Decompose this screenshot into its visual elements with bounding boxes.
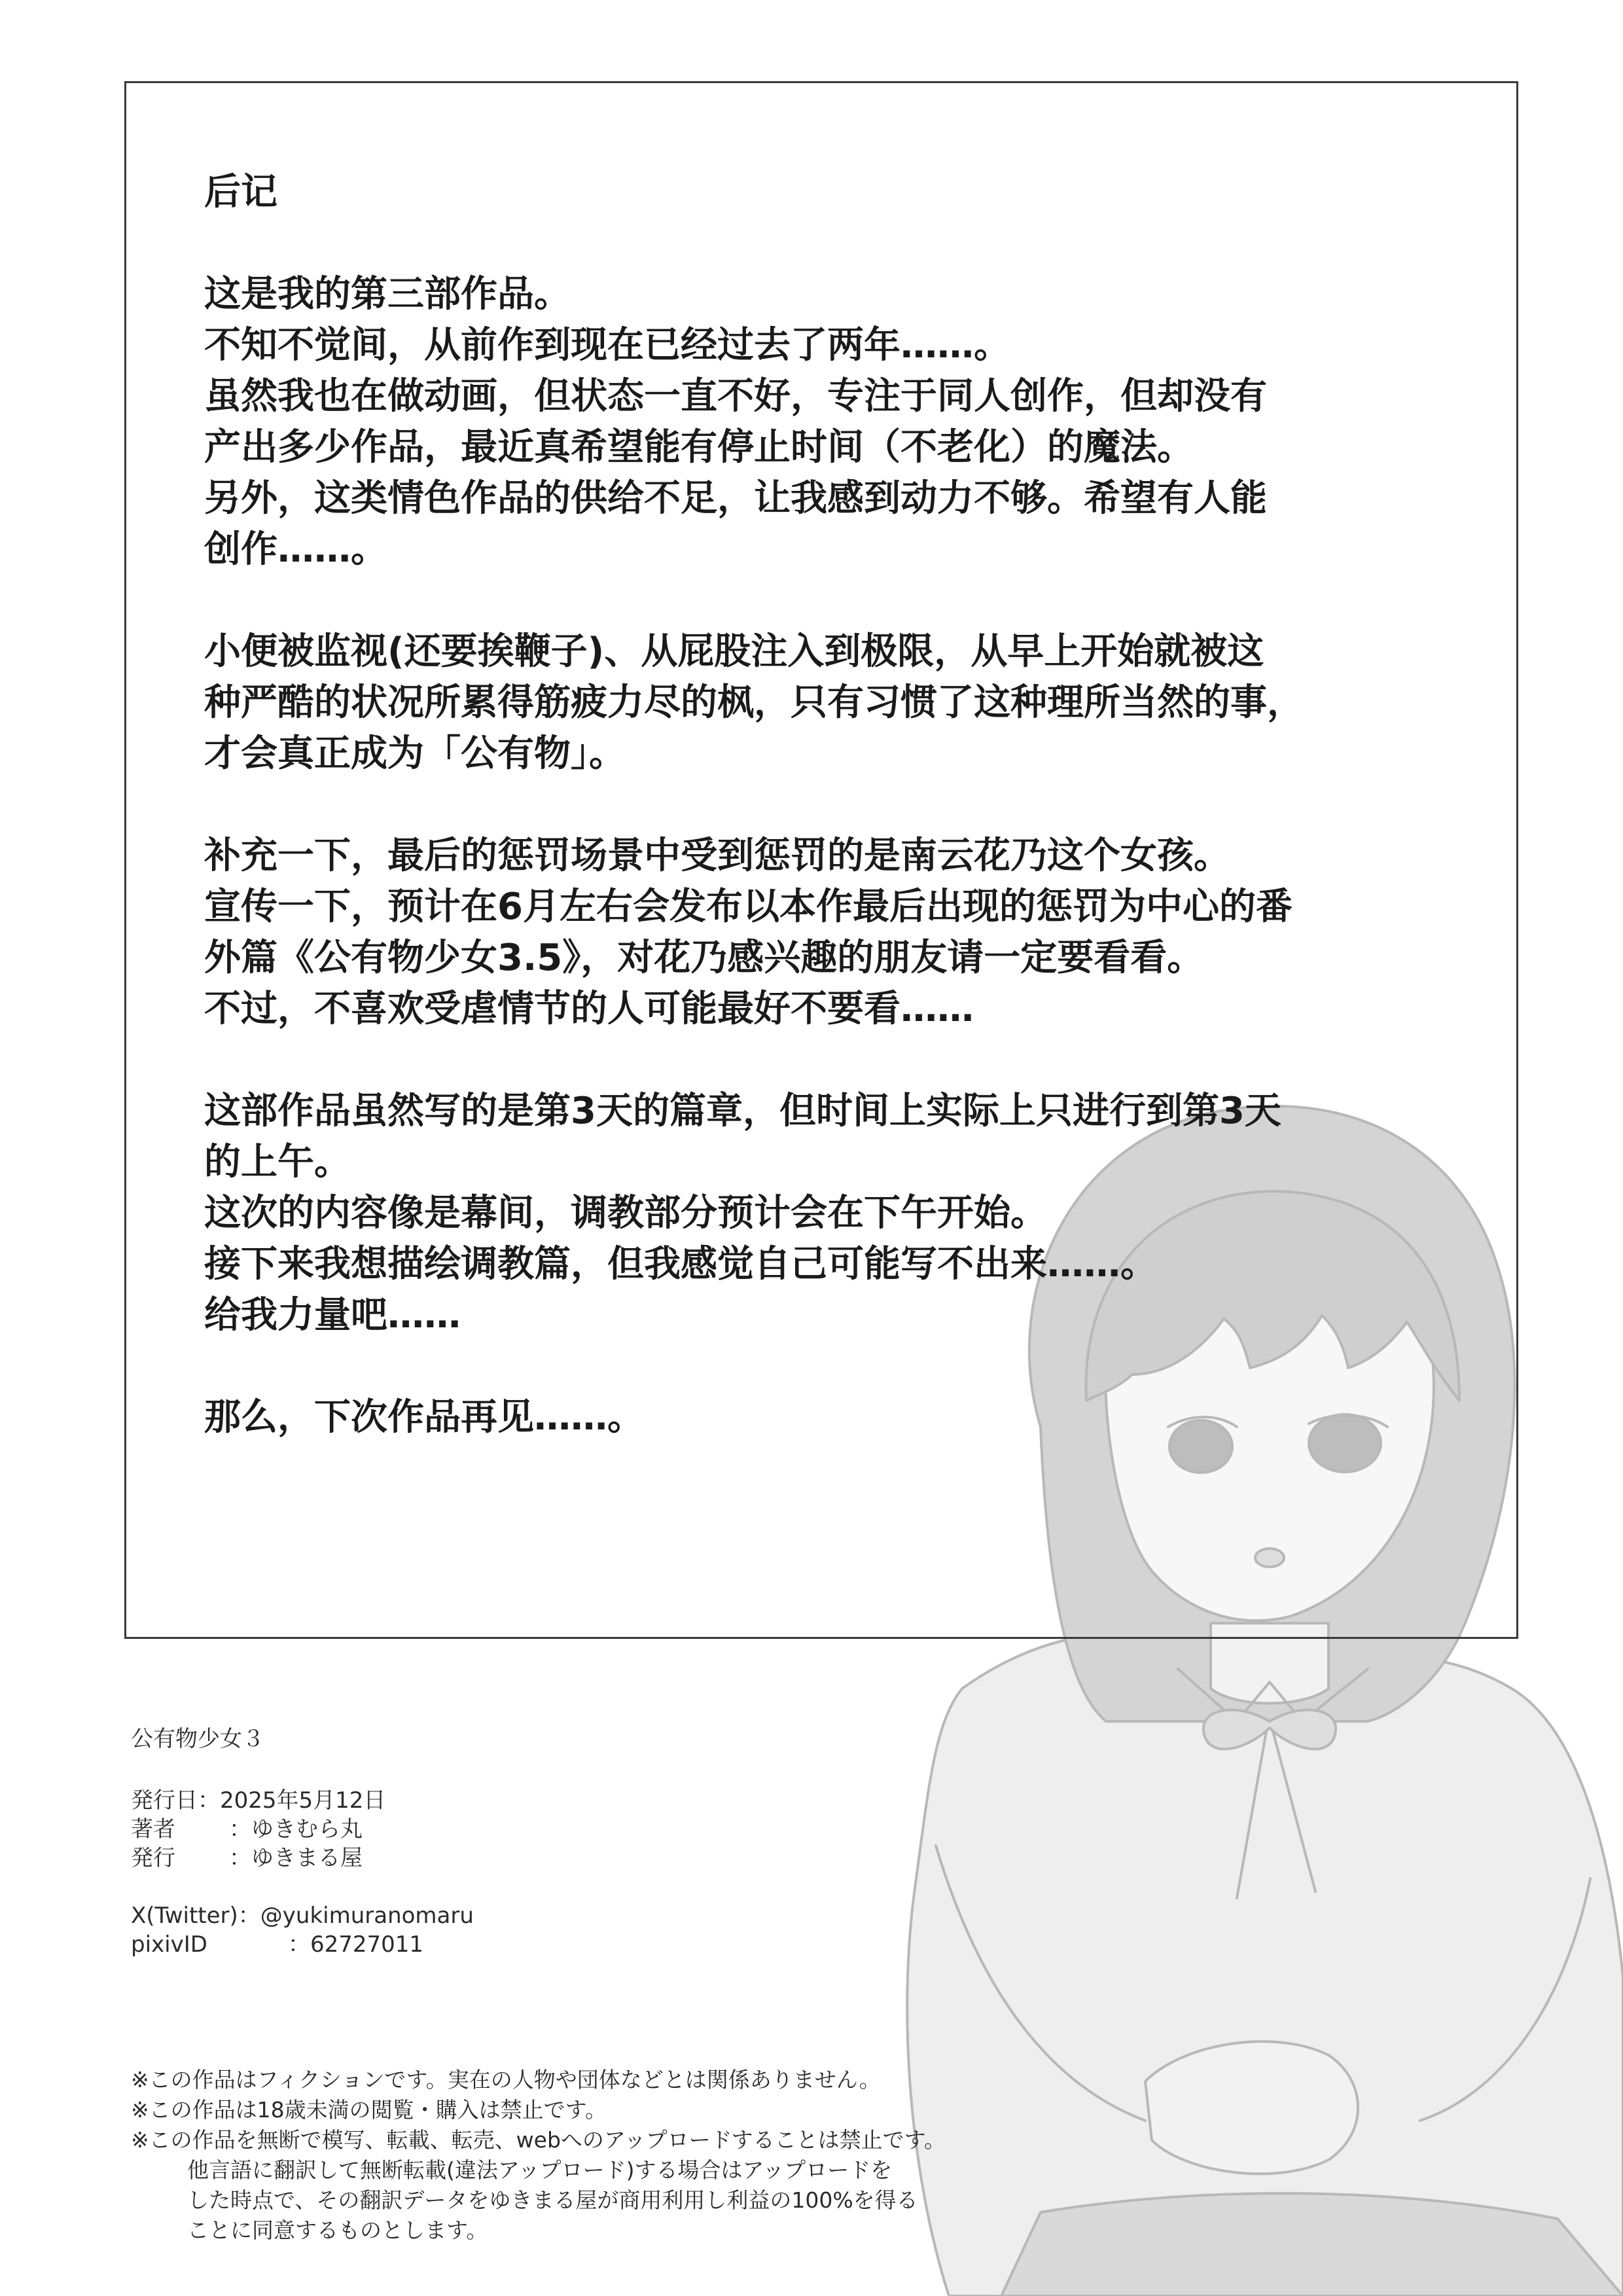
afterword-line: 虽然我也在做动画，但状态一直不好，专注于同人创作，但却没有 — [204, 375, 1267, 418]
afterword-line: 那么，下次作品再见……。 — [204, 1396, 644, 1439]
legal-note-continuation: した時点で、その翻訳データをゆきまる屋が商用利用し利益の100%を得る — [187, 2187, 918, 2213]
afterword-line: 小便被监视(还要挨鞭子)、从屁股注入到极限，从早上开始就被这 — [204, 630, 1264, 673]
author-value: ゆきむら丸 — [251, 1816, 363, 1842]
afterword-paragraph — [204, 626, 1487, 780]
afterword-paragraph — [204, 831, 1487, 1035]
afterword-line: 这是我的第三部作品。 — [204, 273, 571, 315]
afterword-paragraph — [204, 1086, 1487, 1341]
legal-note-continuation: 他言語に翻訳して無断転載(違法アップロード)する場合はアップロードを — [187, 2157, 893, 2183]
issue-date-value: 2025年5月12日 — [220, 1787, 386, 1814]
book-title: 公有物少女３ — [131, 1726, 264, 1752]
afterword-line: 这次的内容像是幕间，调教部分预计会在下午开始。 — [204, 1192, 1047, 1234]
afterword-line: 不知不觉间，从前作到现在已经过去了两年……。 — [204, 324, 1010, 367]
issue-date-label: 発行日 — [131, 1787, 198, 1814]
afterword-line: 宣传一下，预计在6月左右会发布以本作最后出现的惩罚为中心的番 — [204, 886, 1293, 928]
colophon-row-pixiv: pixivID ： 62727011 — [131, 1931, 424, 1958]
afterword-line: 补充一下，最后的惩罚场景中受到惩罚的是南云花乃这个女孩。 — [204, 834, 1230, 877]
legal-note: ※この作品は18歳未満の閲覧・購入は禁止です。 — [131, 2097, 607, 2123]
afterword-line: 另外，这类情色作品的供给不足，让我感到动力不够。希望有人能 — [204, 477, 1267, 520]
afterword-line: 外篇《公有物少女3.5》，对花乃感兴趣的朋友请一定要看看。 — [204, 937, 1204, 979]
legal-notes — [131, 2065, 946, 2246]
afterword-title: 后记 — [204, 171, 277, 213]
afterword-line: 不过，不喜欢受虐情节的人可能最好不要看…… — [204, 988, 974, 1030]
pixiv-label: pixivID — [131, 1931, 207, 1958]
afterword-line: 的上午。 — [204, 1141, 351, 1183]
twitter-label: X(Twitter) — [131, 1903, 238, 1929]
colophon-row-publisher: 発行 ： ゆきまる屋 — [131, 1845, 363, 1871]
legal-note: ※この作品を無断で模写、転載、転売、webへのアップロードすることは禁止です。 — [131, 2127, 946, 2153]
afterword-line: 这部作品虽然写的是第3天的篇章，但时间上实际上只进行到第3天 — [204, 1090, 1281, 1132]
publisher-value: ゆきまる屋 — [251, 1845, 363, 1871]
afterword-line: 创作……。 — [204, 528, 387, 571]
afterword-line: 才会真正成为「公有物」。 — [204, 732, 626, 775]
colophon — [131, 1725, 474, 1959]
colophon-row-twitter: X(Twitter) ： @yukimuranomaru — [131, 1903, 474, 1929]
afterword-line: 接下来我想描绘调教篇，但我感觉自己可能写不出来……。 — [204, 1243, 1157, 1285]
colophon-row-issue-date: 発行日 ： 2025年5月12日 — [131, 1787, 386, 1814]
pixiv-id: 62727011 — [310, 1931, 424, 1958]
twitter-handle: @yukimuranomaru — [260, 1903, 474, 1929]
afterword-paragraph — [204, 1392, 1487, 1443]
afterword-line: 给我力量吧…… — [204, 1294, 461, 1336]
afterword-line: 种严酷的状况所累得筋疲力尽的枫，只有习惯了这种理所当然的事， — [204, 681, 1304, 724]
afterword-paragraph — [204, 269, 1487, 575]
legal-note-continuation: ことに同意するものとします。 — [187, 2217, 488, 2243]
afterword-text — [204, 167, 1487, 1494]
colophon-row-author: 著者 ： ゆきむら丸 — [131, 1816, 363, 1842]
publisher-label: 発行 — [131, 1845, 175, 1871]
author-label: 著者 — [131, 1816, 175, 1842]
legal-note: ※この作品はフィクションです。実在の人物や団体などとは関係ありません。 — [131, 2067, 881, 2092]
afterword-line: 产出多少作品，最近真希望能有停止时间（不老化）的魔法。 — [204, 426, 1194, 469]
